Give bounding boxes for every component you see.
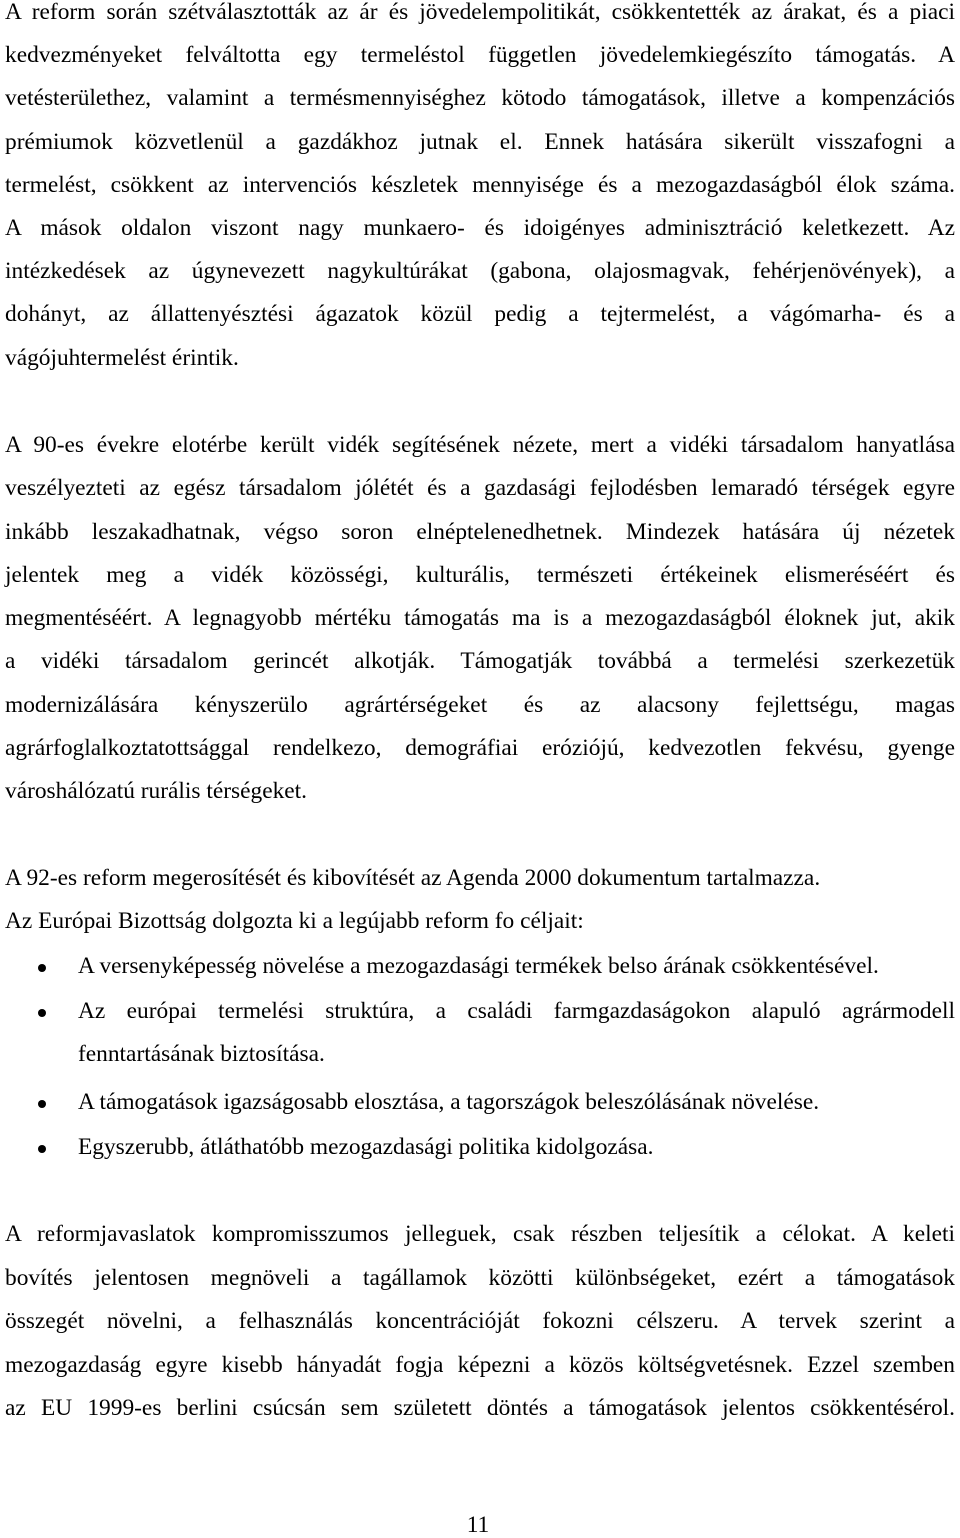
bullet-icon — [38, 1009, 46, 1017]
text-line: A reformjavaslatok kompromisszumos jelleguek, csak részben teljesítik a célokat. A keleti — [5, 1221, 955, 1247]
text-line: jelentek meg a vidék közösségi, kulturális, természeti értékeinek elismeréséért és — [5, 561, 955, 588]
text-line: összegét növelni, a felhasználás koncentrációját fokozni célszeru. A tervek szerint a — [5, 1308, 955, 1334]
text-line: Az európai termelési struktúra, a családi farmgazdaságokon alapuló agrármodell — [78, 998, 955, 1024]
text-line: városhálózatú rurális térségeket. — [5, 778, 307, 805]
paragraph-reform — [5, 0, 955, 389]
text-line: mezogazdaság egyre kisebb hányadát fogja képezni a közös költségvetésnek. Ezzel szemben — [5, 1351, 955, 1378]
text-line: intézkedések az úgynevezett nagykultúrákat (gabona, olajosmagvak, fehérjenövények), a — [5, 258, 955, 285]
text-line: A 92-es reform megerosítését és kibovítését az Agenda 2000 dokumentum tartalmazza. — [5, 865, 821, 891]
page-number: 11 — [466, 1512, 490, 1538]
text-line: inkább leszakadhatnak, végso soron elnéptelenedhetnek. Mindezek hatására új nézetek — [5, 518, 955, 545]
text-line: dohányt, az állattenyésztési ágazatok közül pedig a tejtermelést, a vágómarha- és a — [5, 301, 955, 328]
agenda-2000-line — [5, 866, 955, 909]
text-line: A mások oldalon viszont nagy munkaero- és idoigényes adminisztráció keletkezett. Az — [5, 214, 955, 241]
text-line: kedvezményeket felváltotta egy termeléstol független jövedelemkiegészíto támogatás. A — [5, 42, 955, 69]
paragraph-reform-assessment — [5, 1222, 955, 1440]
text-line: vágójuhtermelést érintik. — [5, 344, 239, 371]
text-line: fenntartásának biztosítása. — [78, 1041, 325, 1067]
paragraph-rural-development — [5, 433, 955, 823]
text-line: Az Európai Bizottság dolgozta ki a legújabb reform fo céljait: — [5, 908, 584, 934]
text-line: prémiumok közvetlenül a gazdákhoz jutnak el. Ennek hatására sikerült visszafogni a — [5, 128, 955, 155]
bullet-icon — [38, 1145, 46, 1153]
text-line: bovítés jelentosen megnöveli a tagállamok közötti különbségeket, ezért a támogatások — [5, 1264, 955, 1291]
text-line: agrárfoglalkoztatottsággal rendelkezo, demográfiai eróziójú, kedvezotlen fekvésu, gyenge — [5, 735, 955, 762]
text-line: az EU 1999-es berlini csúcsán sem született döntés a támogatások jelentos csökkentésérol. — [5, 1395, 955, 1421]
text-line: modernizálására kényszerülo agrártérségeket és az alacsony fejlettségu, magas — [5, 691, 955, 718]
text-line: a vidéki társadalom gerincét alkotják. Támogatják továbbá a termelési szerkezetük — [5, 648, 955, 675]
text-line: A reform során szétválasztották az ár és jövedelempolitikát, csökkentették az árakat, és a piaci — [5, 0, 955, 25]
bullet-icon — [38, 964, 46, 972]
text-line: Egyszerubb, átláthatóbb mezogazdasági politika kidolgozása. — [78, 1134, 654, 1160]
text-line: A támogatások igazságosabb elosztása, a tagországok beleszólásának növelése. — [78, 1089, 820, 1115]
text-line: veszélyezteti az egész társadalom jólétét és a gazdasági fejlodésben lemaradó térségek egyre — [5, 475, 955, 502]
goals-intro — [5, 909, 955, 952]
text-line: A versenyképesség növelése a mezogazdasági termékek belso árának csökkentésével. — [78, 953, 879, 979]
text-line: vetésterülethez, valamint a termésmennyiséghez kötodo támogatások, illetve a kompenzációs — [5, 85, 955, 112]
bullet-icon — [38, 1100, 46, 1108]
text-line: termelést, csökkent az intervenciós készletek mennyisége és a mezogazdaságból élok száma. — [5, 171, 955, 198]
text-line: megmentéséért. A legnagyobb mértéku támogatás ma is a mezogazdaságból éloknek jut, akik — [5, 605, 955, 632]
text-line: A 90-es évekre elotérbe került vidék segítésének nézete, mert a vidéki társadalom hanyatlása — [5, 432, 955, 458]
